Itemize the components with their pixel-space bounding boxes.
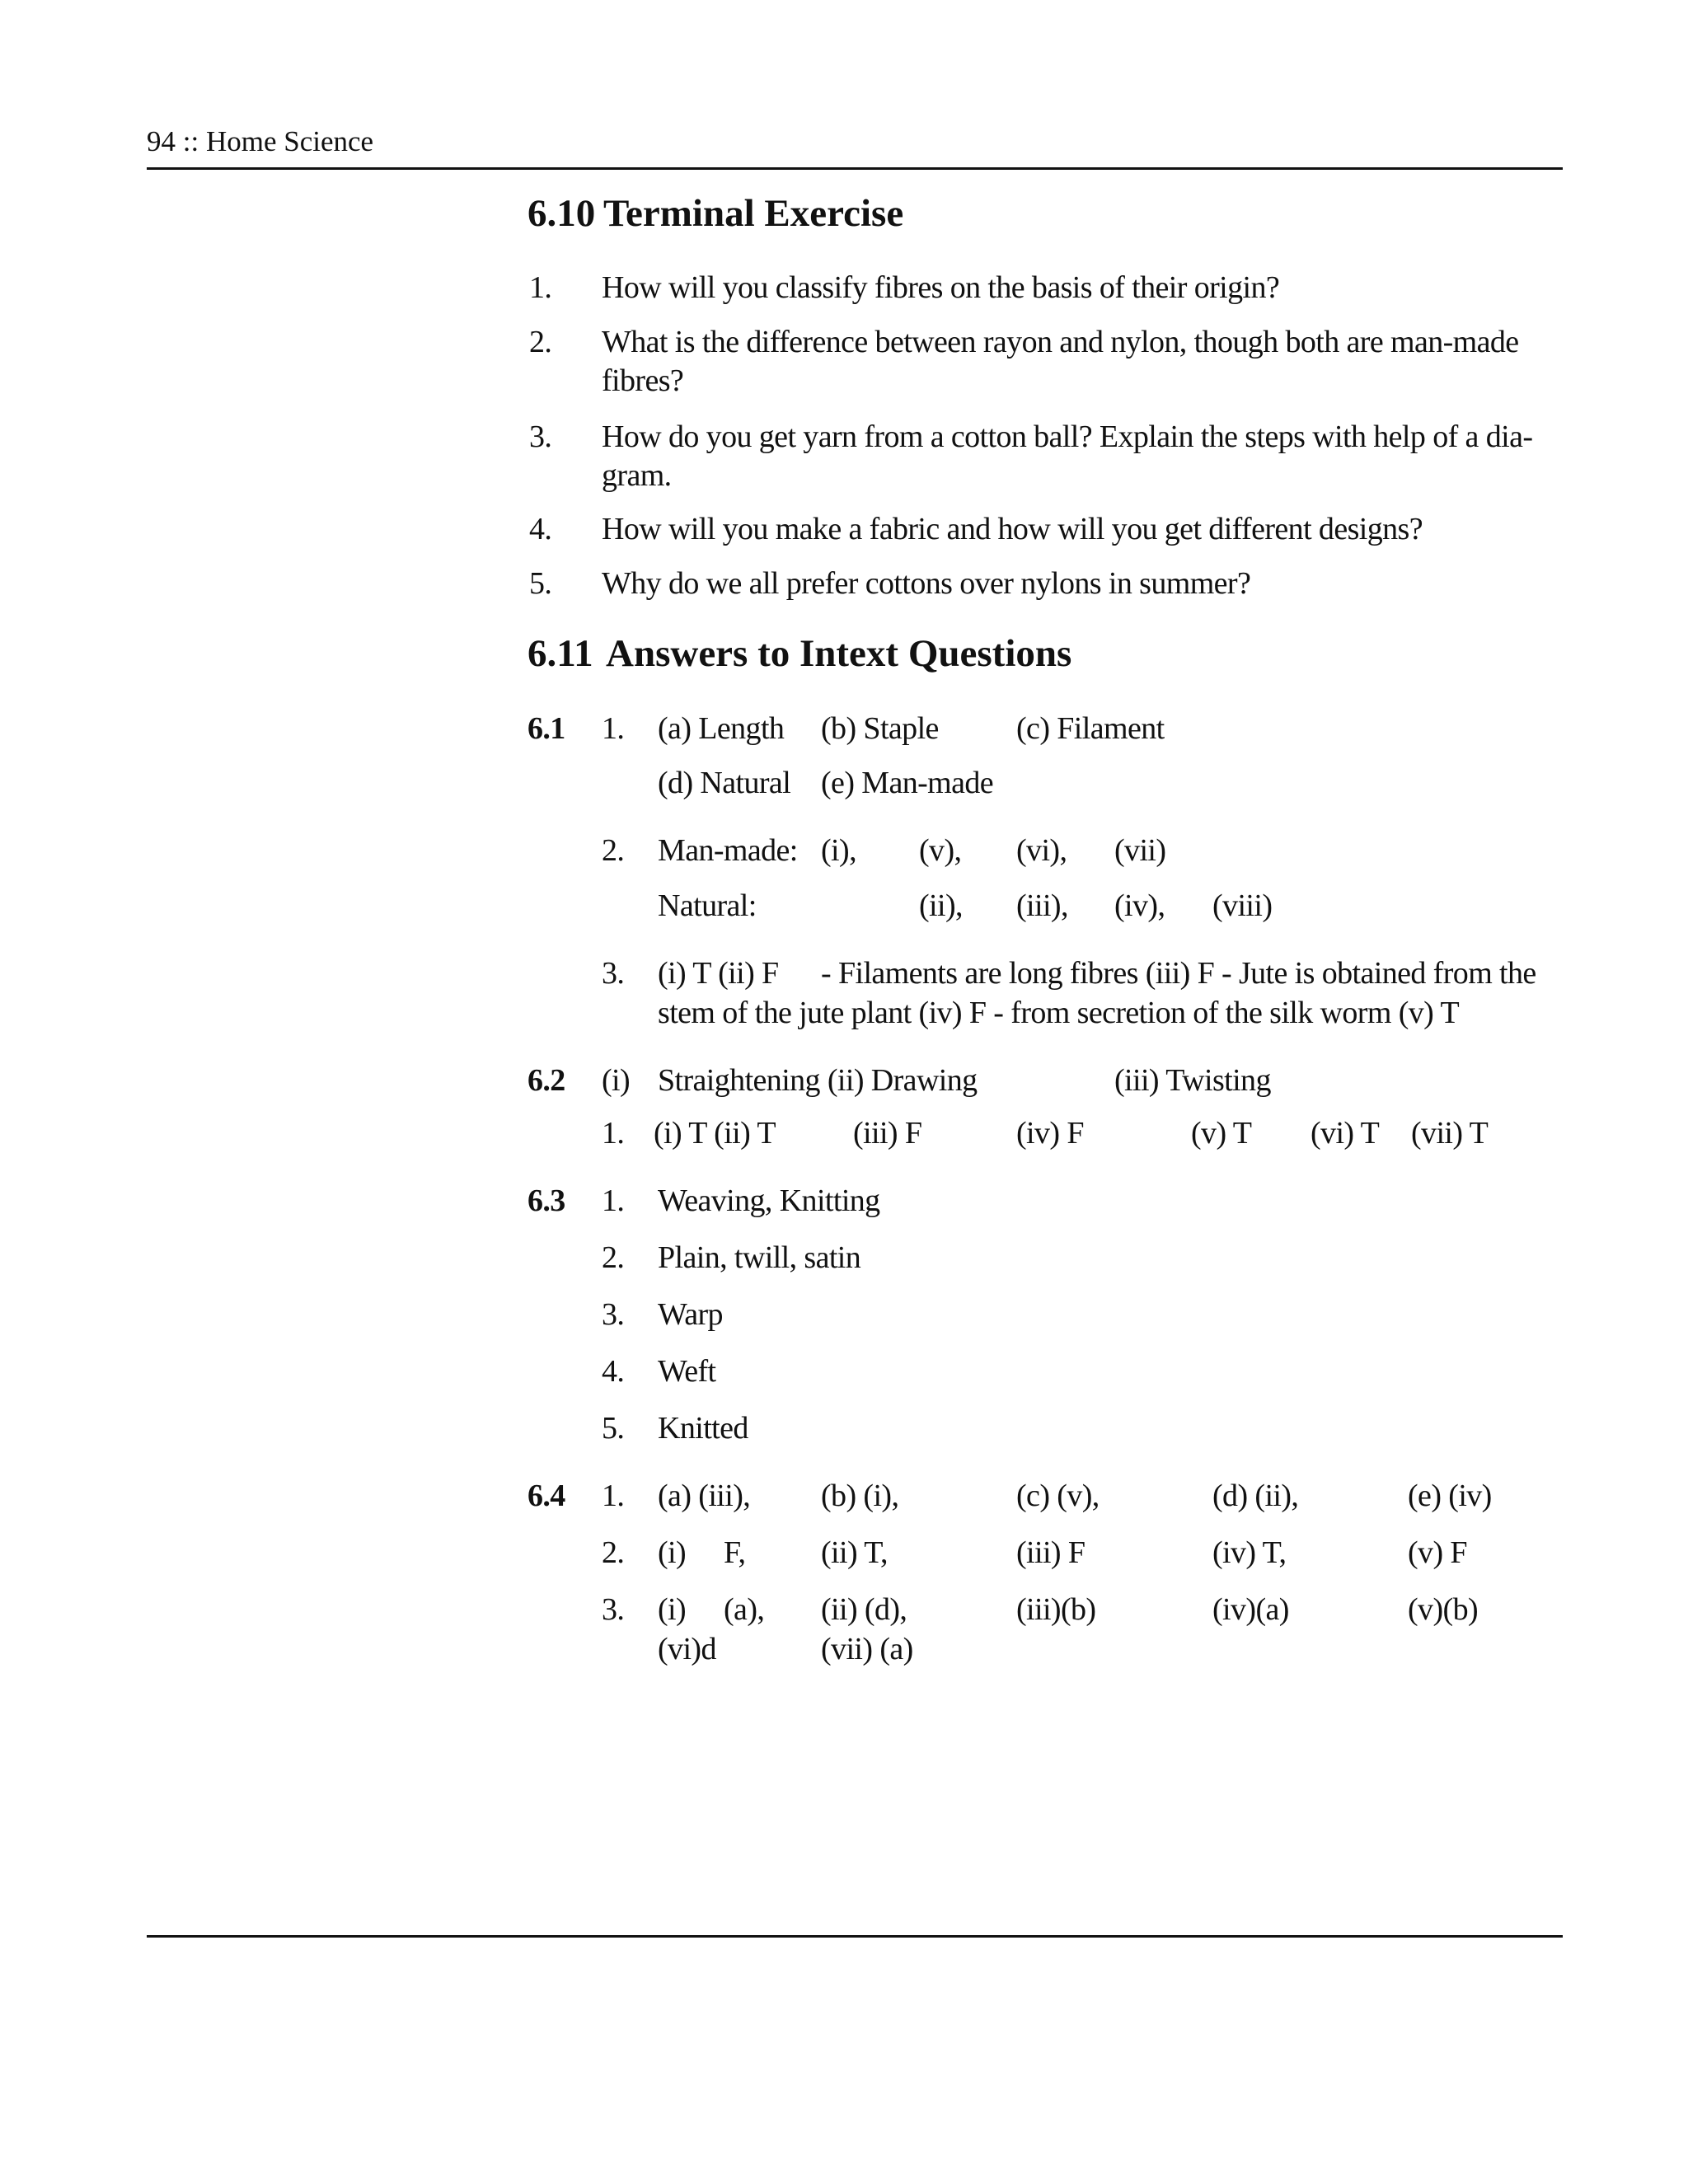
answer-item: (ii) T, (821, 1535, 888, 1570)
answer-item: (i), (821, 833, 856, 868)
header-rule (147, 167, 1563, 170)
answer-item: (e) (iv) (1408, 1479, 1492, 1513)
answer-text: Weaving, Knitting (658, 1183, 880, 1218)
answer-item: (iii), (1016, 888, 1068, 923)
answer-number: 1. (602, 1479, 625, 1513)
answer-item: (a) Length (658, 711, 785, 746)
answer-item: (b) Staple (821, 711, 939, 746)
answer-item: (d) Natural (658, 766, 791, 800)
answer-item: (b) (i), (821, 1479, 899, 1513)
answer-item: (i) T (ii) T (654, 1116, 776, 1151)
answer-item: (vii) T (1411, 1116, 1489, 1151)
answer-text: (iii) Twisting (1114, 1063, 1271, 1098)
answer-text: Warp (658, 1297, 723, 1332)
answer-item: (iv), (1114, 888, 1165, 923)
question-number: 4. (529, 512, 552, 546)
answer-item: (v) T (1191, 1116, 1252, 1151)
answer-label: 6.4 (528, 1479, 565, 1513)
answer-number: 1. (602, 1116, 625, 1151)
question-text: Why do we all prefer cottons over nylons in summer? (602, 566, 1251, 601)
section-number-terminal: 6.10 (528, 192, 596, 235)
section-title-answers: Answers to Intext Questions (606, 632, 1072, 675)
answer-item: (a), (724, 1592, 765, 1627)
answer-item: (iii)(b) (1016, 1592, 1096, 1627)
answer-item: (d) (ii), (1212, 1479, 1299, 1513)
answer-item: (ii) (d), (821, 1592, 907, 1627)
answer-number: 1. (602, 711, 625, 746)
answer-label: 6.3 (528, 1183, 565, 1218)
answer-item: (viii) (1212, 888, 1273, 923)
answer-item: (vi) T (1311, 1116, 1380, 1151)
answer-item: (iv)(a) (1212, 1592, 1289, 1627)
answer-number: 1. (602, 1183, 625, 1218)
answer-number: (i) (602, 1063, 631, 1098)
answer-item: (vii) (1114, 833, 1166, 868)
answer-item: (c) (v), (1016, 1479, 1100, 1513)
answer-item: (i) T (ii) F (658, 956, 779, 991)
section-number-answers: 6.11 (528, 632, 593, 675)
answer-number: 3. (602, 956, 625, 991)
answer-text: Plain, twill, satin (658, 1240, 861, 1275)
question-text-cont: fibres? (602, 363, 684, 398)
question-text: How will you make a fabric and how will you get different designs? (602, 512, 1423, 546)
answer-item: (i) (658, 1535, 687, 1570)
question-number: 2. (529, 325, 552, 359)
footer-rule (147, 1935, 1563, 1938)
question-text: How will you classify fibres on the basis of their origin? (602, 270, 1280, 305)
answer-item: (vi)d (658, 1632, 716, 1666)
answer-number: 3. (602, 1297, 625, 1332)
answer-number: 4. (602, 1354, 625, 1389)
answer-item: (e) Man-made (821, 766, 994, 800)
answer-item: (ii), (919, 888, 963, 923)
answer-item: (v)(b) (1408, 1592, 1479, 1627)
answer-item: (v) F (1408, 1535, 1467, 1570)
answer-number: 5. (602, 1411, 625, 1446)
answer-text: Weft (658, 1354, 716, 1389)
answer-label: 6.1 (528, 711, 565, 746)
answer-item: (i) (658, 1592, 687, 1627)
answer-number: 2. (602, 1535, 625, 1570)
answer-item: (vii) (a) (821, 1632, 913, 1666)
answer-item: (v), (919, 833, 962, 868)
answer-number: 2. (602, 1240, 625, 1275)
answer-item: (vi), (1016, 833, 1067, 868)
question-number: 3. (529, 419, 552, 454)
question-text: What is the difference between rayon and nylon, though both are man-made (602, 325, 1519, 359)
question-number: 1. (529, 270, 552, 305)
question-text-cont: gram. (602, 458, 672, 493)
answer-text-cont: stem of the jute plant (iv) F - from secretion of the silk worm (v) T (658, 996, 1460, 1030)
question-number: 5. (529, 566, 552, 601)
answer-label: 6.2 (528, 1063, 565, 1098)
answer-item: (iii) F (853, 1116, 922, 1151)
answer-item: (a) (iii), (658, 1479, 751, 1513)
answer-item: (iv) T, (1212, 1535, 1287, 1570)
answer-text: - Filaments are long fibres (iii) F - Jute is obtained from the (821, 956, 1536, 991)
running-head: 94 :: Home Science (147, 125, 374, 157)
answer-item: (iv) F (1016, 1116, 1084, 1151)
question-text: How do you get yarn from a cotton ball? Explain the steps with help of a dia- (602, 419, 1533, 454)
section-title-terminal: Terminal Exercise (603, 192, 904, 235)
answer-number: 3. (602, 1592, 625, 1627)
answer-item: (iii) F (1016, 1535, 1085, 1570)
answer-number: 2. (602, 833, 625, 868)
answer-label-manmade: Man-made: (658, 833, 798, 868)
answer-text: Knitted (658, 1411, 748, 1446)
answer-item: F, (724, 1535, 746, 1570)
answer-item: (c) Filament (1016, 711, 1165, 746)
answer-label-natural: Natural: (658, 888, 757, 923)
answer-text: Straightening (ii) Drawing (658, 1063, 978, 1098)
